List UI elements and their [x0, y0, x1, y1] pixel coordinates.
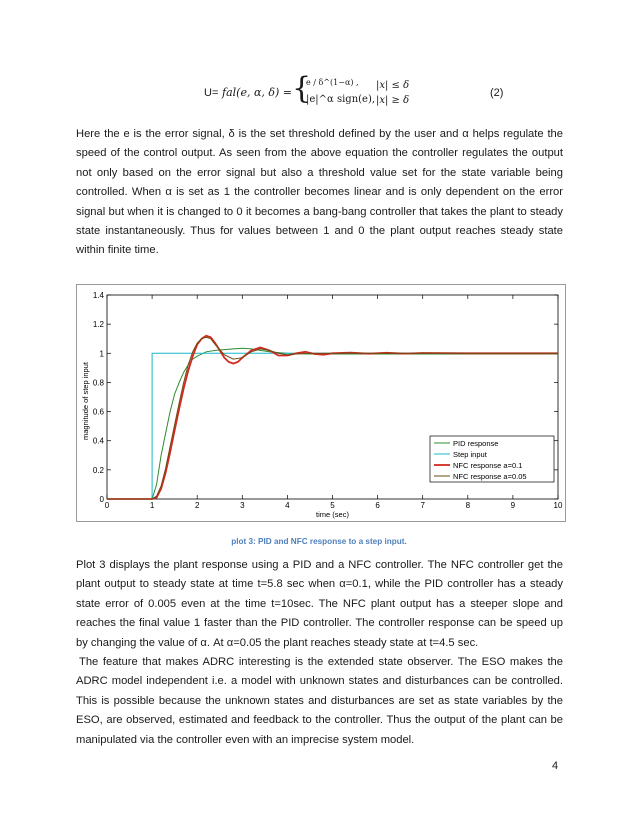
equation-function: fal(e, α, δ) =: [222, 86, 292, 99]
x-tick-label: 4: [285, 501, 290, 510]
legend-label-1: PID response: [453, 439, 499, 448]
equation-case-2: |e|^α sign(e),: [306, 94, 376, 105]
equation-lhs: U=: [204, 87, 219, 99]
paragraph-3-text: The feature that makes ADRC interesting is the extended state observer. The ESO makes the ADRC model independent i.e. a model with unknown states and disturbances can be controlled. This is possible because the unknown states and disturbances are set as state variables by the ESO, are observed, estimated and feedback to the controller. Thus the output of the plant can be manipulated via the controller even with an imprecise system model.: [76, 656, 563, 746]
y-tick-label: 1.4: [92, 291, 104, 300]
y-axis-label: magnitude of step input: [81, 362, 90, 440]
equation-condition-2: |x| ≥ δ: [376, 95, 410, 106]
y-tick-label: 1: [99, 349, 104, 359]
x-tick-label: 5: [330, 501, 335, 510]
x-tick-label: 6: [375, 501, 380, 510]
equation-number: (2): [490, 87, 504, 99]
y-tick-label: 1.2: [92, 320, 104, 330]
page-number: 4: [552, 760, 559, 772]
y-tick-label: 0.4: [92, 436, 104, 446]
paragraph-1: Here the e is the error signal, δ is the set threshold defined by the user and α helps regulate the speed of the control output. As seen from the above equation the controller regulates the output not only based on the error signal but also a threshold value set for the state variable being controlled. When α is set as 1 the controller becomes linear and is only dependent on the error signal but when it is changed to 0 it becomes a bang-bang controller that takes the plant to steady state instantaneously. Thus for values between 1 and 0 the plant output reaches steady state within finite time.: [76, 128, 563, 257]
equation-condition-1: |x| ≤ δ: [376, 80, 410, 91]
y-tick-label: 0.8: [92, 378, 104, 388]
x-tick-label: 7: [420, 501, 425, 510]
paragraph-2: Plot 3 displays the plant response using a PID and a NFC controller. The NFC controller get the plant output to steady state at time t=5.8 sec when α=0.1, while the PID controller has a steady state error of 0.005 even at the time t=10sec. The NFC plant output has a steeper slope and reaches the final value 1 faster than the PID controller. The controller response can be speed up by changing the value of α. At α=0.05 the plant reaches steady state at t=4.5 sec.: [76, 559, 563, 649]
x-tick-label: 2: [194, 501, 200, 510]
x-tick-label: 3: [240, 501, 245, 510]
paragraph-3: [76, 653, 563, 750]
y-tick-label: 0.2: [92, 465, 104, 475]
step-response-chart: [77, 285, 565, 521]
equation: [0, 71, 638, 112]
chart-frame: [76, 284, 566, 522]
x-tick-label: 1: [149, 501, 155, 510]
legend-label-2: Step input: [453, 450, 487, 459]
x-tick-label: 0: [104, 501, 110, 510]
equation-brace: {: [292, 71, 312, 106]
x-tick-label: 9: [510, 501, 516, 510]
x-tick-label: 8: [465, 501, 471, 510]
equation-case-1: e / δ^(1−α) ,: [306, 78, 359, 87]
x-axis-label: time (sec): [316, 510, 349, 519]
y-tick-label: 0: [99, 495, 104, 504]
legend-label-4: NFC response a=0.05: [453, 472, 527, 481]
figure-caption: plot 3: PID and NFC response to a step input.: [231, 537, 407, 546]
legend-label-3: NFC response a=0.1: [453, 461, 523, 470]
x-tick-label: 10: [553, 501, 563, 510]
y-tick-label: 0.6: [92, 407, 104, 417]
